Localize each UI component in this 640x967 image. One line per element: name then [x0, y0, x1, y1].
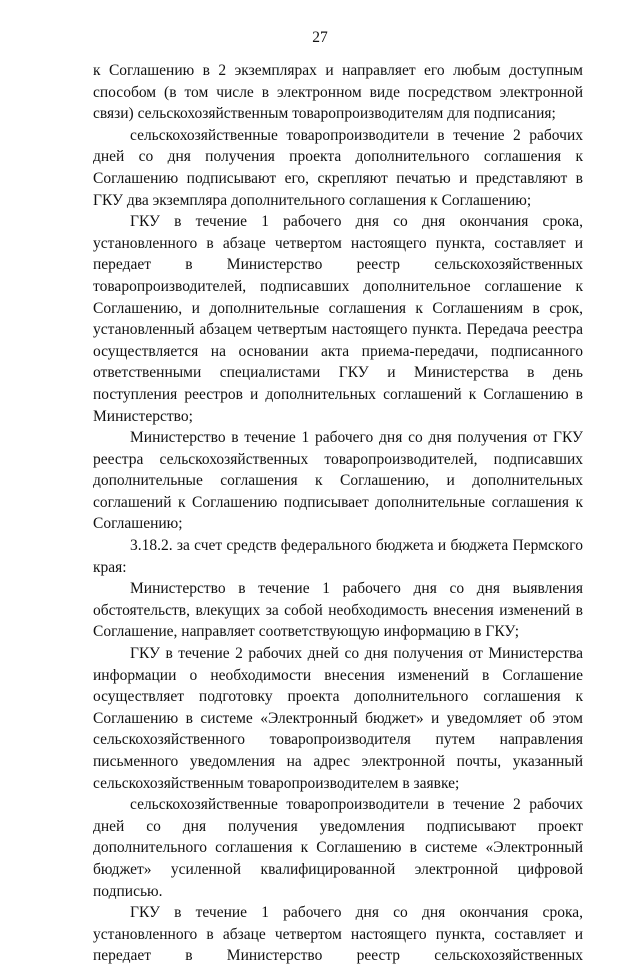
paragraph-6: Министерство в течение 1 рабочего дня со дня выявления обстоятельств, влекущих за собой необходимость внесения изменений в Соглашение, направляет соответствующую информацию в ГКУ; — [93, 580, 583, 641]
paragraph-9: ГКУ в течение 1 рабочего дня со дня окончания срока, установленного в абзаце четвертом настоящего пункта, составляет и передает в Министерство реестр сельскохозяйственных — [93, 904, 583, 965]
document-body — [93, 60, 583, 967]
paragraph-8: сельскохозяйственные товаропроизводители в течение 2 рабочих дней со дня получения уведомления подписывают проект дополнительного соглашения к Соглашению в системе «Электронный бюджет» усиленной квалифицированной электронной цифровой подписью. — [93, 796, 583, 900]
paragraph-2: сельскохозяйственные товаропроизводители в течение 2 рабочих дней со дня получения проекта дополнительного соглашения к Соглашению подписывают его, скрепляют печатью и представляют в ГКУ два экземпляра дополнительного соглашения к Соглашению; — [93, 126, 583, 209]
paragraph-1: к Соглашению в 2 экземплярах и направляет его любым доступным способом (в том числе в электронном виде посредством электронной связи) сельскохозяйственным товаропроизводителям для подписания; — [93, 62, 583, 123]
paragraph-3: ГКУ в течение 1 рабочего дня со дня окончания срока, установленного в абзаце четвертом настоящего пункта, составляет и передает в Министерство реестр сельскохозяйственных товаропроизводителей, подписавших дополнительное соглашение к Соглашению, и дополнительные соглашения к Соглашениям в срок, установленный абзацем четвертым настоящего пункта. Передача реестра осуществляется на основании акта приема-передачи, подписанного ответственными специалистами ГКУ и Министерства в день поступления реестров и дополнительных соглашений к Соглашению в Министерство; — [93, 213, 583, 425]
paragraph-7: ГКУ в течение 2 рабочих дней со дня получения от Министерства информации о необходимости внесения изменений в Соглашение осуществляет подготовку проекта дополнительного соглашения к Соглашению в системе «Электронный бюджет» и уведомляет об этом сельскохозяйственного товаропроизводителя путем направления письменного уведомления на адрес электронной почты, указанный сельскохозяйственным товаропроизводителем в заявке; — [93, 645, 583, 792]
section-heading-3-18-2: 3.18.2. за счет средств федерального бюджета и бюджета Пермского края: — [93, 537, 583, 576]
page-number: 27 — [312, 29, 328, 46]
paragraph-4: Министерство в течение 1 рабочего дня со дня получения от ГКУ реестра сельскохозяйственных товаропроизводителей, подписавших дополнительные соглашения к Соглашению, и дополнительных соглашений к Соглашению подписывает дополнительные соглашения к Соглашению; — [93, 429, 583, 533]
